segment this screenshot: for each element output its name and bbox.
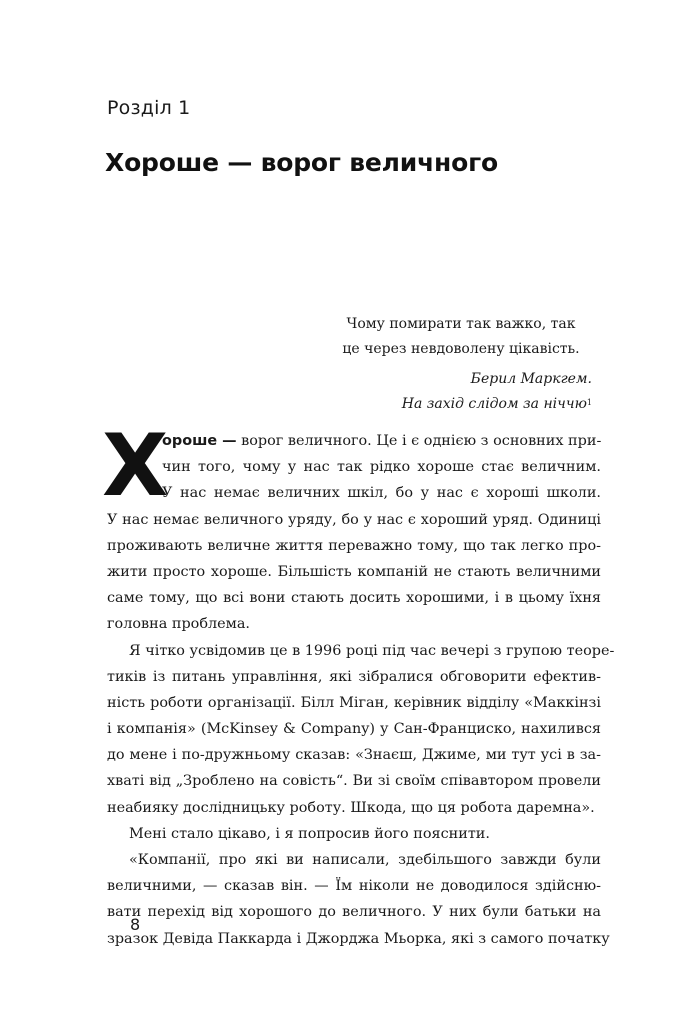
text-line: до мене і по-дружньому сказав: «Знаєш, Джиме, ми тут усі в за- [107, 747, 601, 764]
text-line: і компанія» (McKinsey & Company) у Сан-Франциско, нахилився [107, 721, 601, 738]
text-line: жити просто хороше. Більшість компаній не стають величними [107, 563, 601, 580]
text-line: чин того, чому у нас так рідко хороше стає величним. [162, 459, 601, 476]
drop-cap: Х [102, 416, 169, 516]
epigraph-work-title: На захід слідом за ніччю [401, 396, 587, 412]
footnote-marker[interactable]: 1 [586, 398, 592, 407]
page-number: 8 [130, 915, 141, 934]
text-line: хваті від „Зроблено на совість“. Ви зі своїм співавтором провели [107, 773, 601, 790]
text-line: неабияку дослідницьку роботу. Шкода, що ця робота даремна». [107, 799, 595, 816]
epigraph-work [330, 392, 592, 417]
lead-in-bold: ороше — [162, 433, 237, 449]
text-line: ність роботи організації. Білл Міган, керівник відділу «Маккінзі [107, 694, 601, 711]
epigraph [330, 312, 592, 417]
epigraph-line: це через невдоволену цікавість. [342, 341, 580, 357]
text-line: Я чітко усвідомив це в 1996 році під час вечері з групою теоре- [129, 642, 615, 659]
text-line: У нас немає величного уряду, бо у нас є хороший уряд. Одиниці [107, 511, 601, 528]
body-text [102, 416, 615, 952]
epigraph-line: Чому помирати так важко, так [346, 316, 576, 332]
text-line: головна проблема. [107, 616, 250, 633]
text-line: Мені стало цікаво, і я попросив його пояснити. [129, 825, 490, 842]
chapter-label: Розділ 1 [107, 97, 191, 119]
text-line: зразок Девіда Паккарда і Джорджа Мьорка, які з самого початку [107, 930, 610, 947]
text-line: саме тому, що всі вони стають досить хорошими, і в цьому їхня [107, 590, 601, 607]
text-line: проживають величне життя переважно тому, що так легко про- [107, 537, 601, 554]
text-line: У нас немає величних шкіл, бо у нас є хороші школи. [162, 485, 601, 502]
text-line: «Компанії, про які ви написали, здебільшого завжди були [129, 852, 601, 868]
epigraph-author: Берил Маркгем. [470, 371, 592, 387]
text-line: тиків із питань управління, які зібралися обговорити ефектив- [107, 668, 601, 685]
text-line: ороше — ворог величного. Це і є однією з основних при- [162, 433, 602, 449]
chapter-title: Хороше — ворог величного [105, 148, 498, 177]
text-line: вати перехід від хорошого до величного. У них були батьки на [107, 904, 601, 921]
text-line: величними, — сказав він. — Їм ніколи не доводилося здійсню- [107, 878, 601, 895]
epigraph-source [330, 367, 592, 417]
